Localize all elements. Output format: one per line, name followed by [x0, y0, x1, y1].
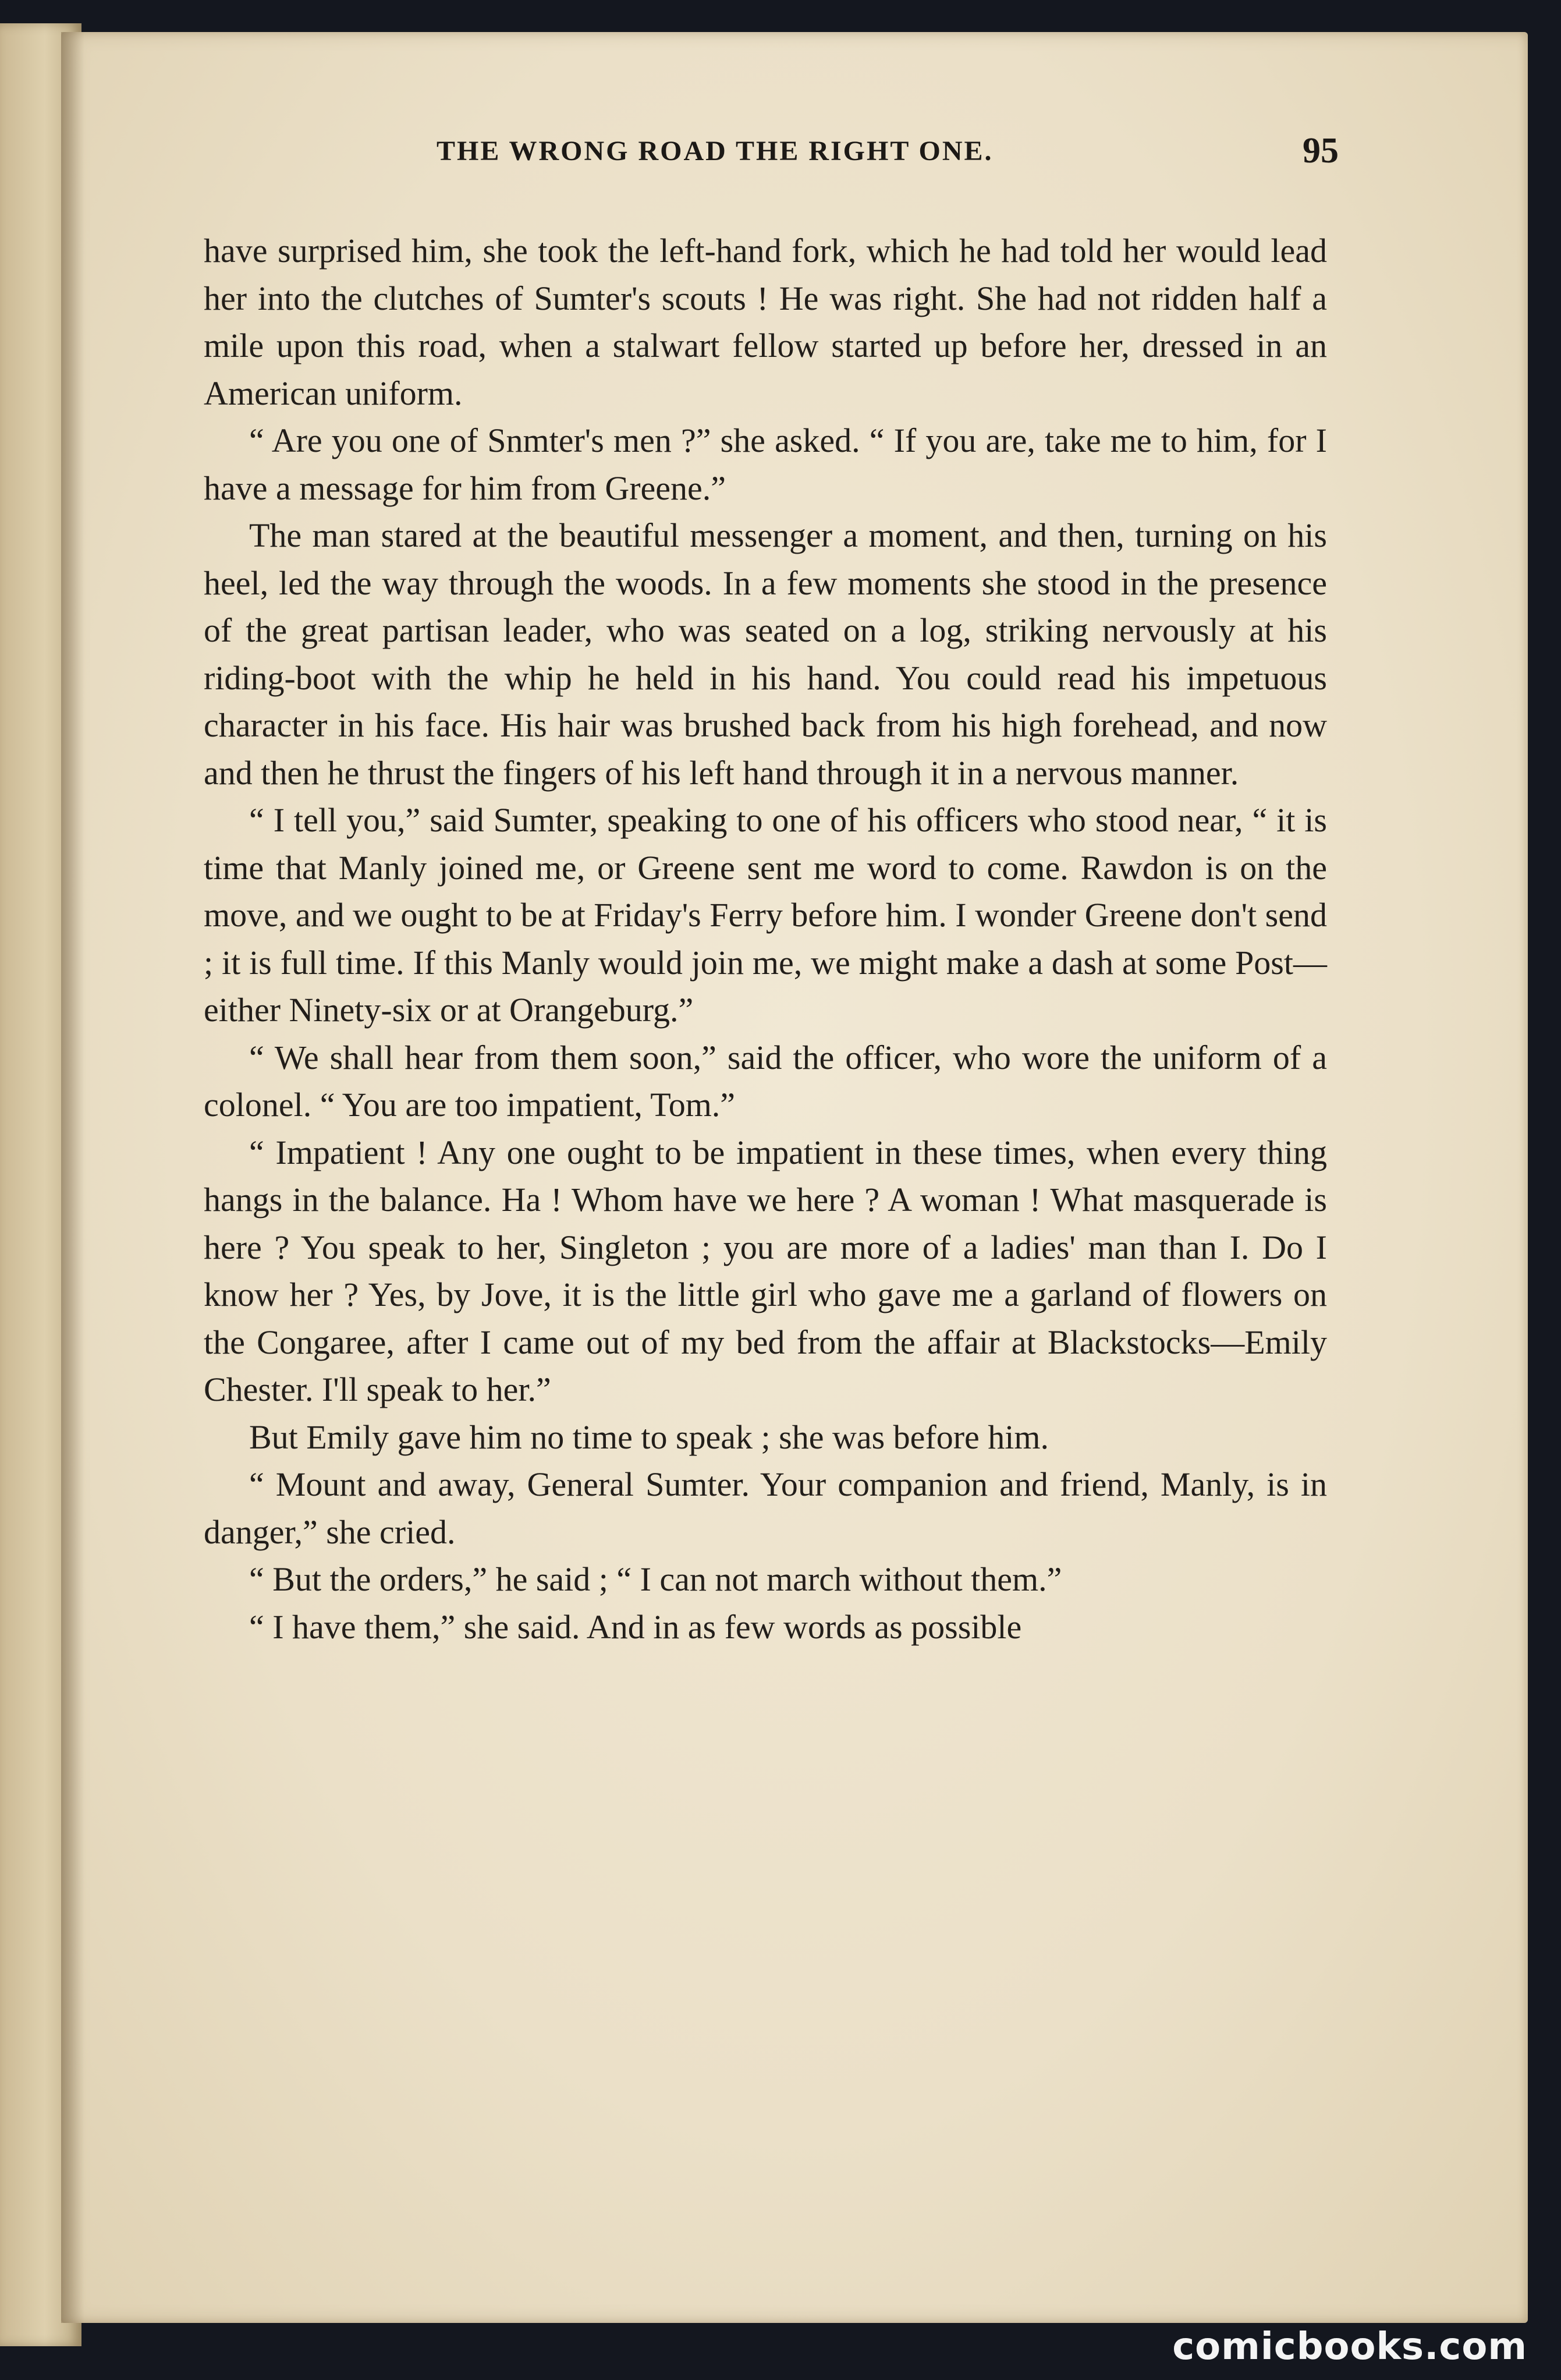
paragraph: But Emily gave him no time to speak ; she was before him.: [249, 1418, 1049, 1456]
paragraph: have surprised him, she took the left-hand fork, which he had told her would lead her into the clutches of Sumter's scouts ! He was right. She had not ridden half a mile upon this road, when a stalwart fellow started up before her, dressed in an American uniform.: [204, 232, 1327, 412]
paragraph: The man stared at the beautiful messenger a moment, and then, turning on his heel, led the way through the woods. In a few moments she stood in the presence of the great partisan leader, who was seated on a log, striking nervously at his riding-boot with the whip he held in his hand. You could read his impetuous character in his face. His hair was brushed back from his high forehead, and now and then he thrust the fingers of his left hand through it in a nervous manner.: [204, 516, 1327, 792]
page-number: 95: [1303, 131, 1339, 171]
paragraph: “ But the orders,” he said ; “ I can not march without them.”: [249, 1560, 1062, 1598]
watermark: comicbooks.com: [1172, 2325, 1527, 2368]
spine-shadow: [61, 32, 84, 2323]
paragraph: “ I have them,” she said. And in as few words as possible: [249, 1607, 1022, 1646]
paragraph: “ Impatient ! Any one ought to be impatient in these times, when every thing hangs in the balance. Ha ! Whom have we here ? A woman ! What masquerade is here ? You speak to her, Singleton ; you are more of a ladies' man than I. Do I know her ? Yes, by Jove, it is the little girl who gave me a garland of flowers on the Congaree, after I came out of my bed from the affair at Blackstocks—Emily Chester. I'll speak to her.”: [204, 1133, 1327, 1408]
paragraph: “ I tell you,” said Sumter, speaking to one of his officers who stood near, “ it is time that Manly joined me, or Greene sent me word to come. Rawdon is on the move, and we ought to be at Friday's Ferry before him. I wonder Greene don't send ; it is full time. If this Manly would join me, we might make a dash at some Post—either Ninety-six or at Orangeburg.”: [204, 801, 1327, 1029]
page-header: [204, 131, 1339, 182]
paragraph: “ Mount and away, General Sumter. Your companion and friend, Manly, is in danger,” she cried.: [204, 1465, 1327, 1551]
body-text: [204, 227, 1327, 1651]
paragraph: “ We shall hear from them soon,” said the officer, who wore the uniform of a colonel. “ You are too impatient, Tom.”: [204, 1038, 1327, 1124]
paragraph: “ Are you one of Snmter's men ?” she asked. “ If you are, take me to him, for I have a message for him from Greene.”: [204, 422, 1327, 507]
running-head: THE WRONG ROAD THE RIGHT ONE.: [437, 136, 994, 167]
